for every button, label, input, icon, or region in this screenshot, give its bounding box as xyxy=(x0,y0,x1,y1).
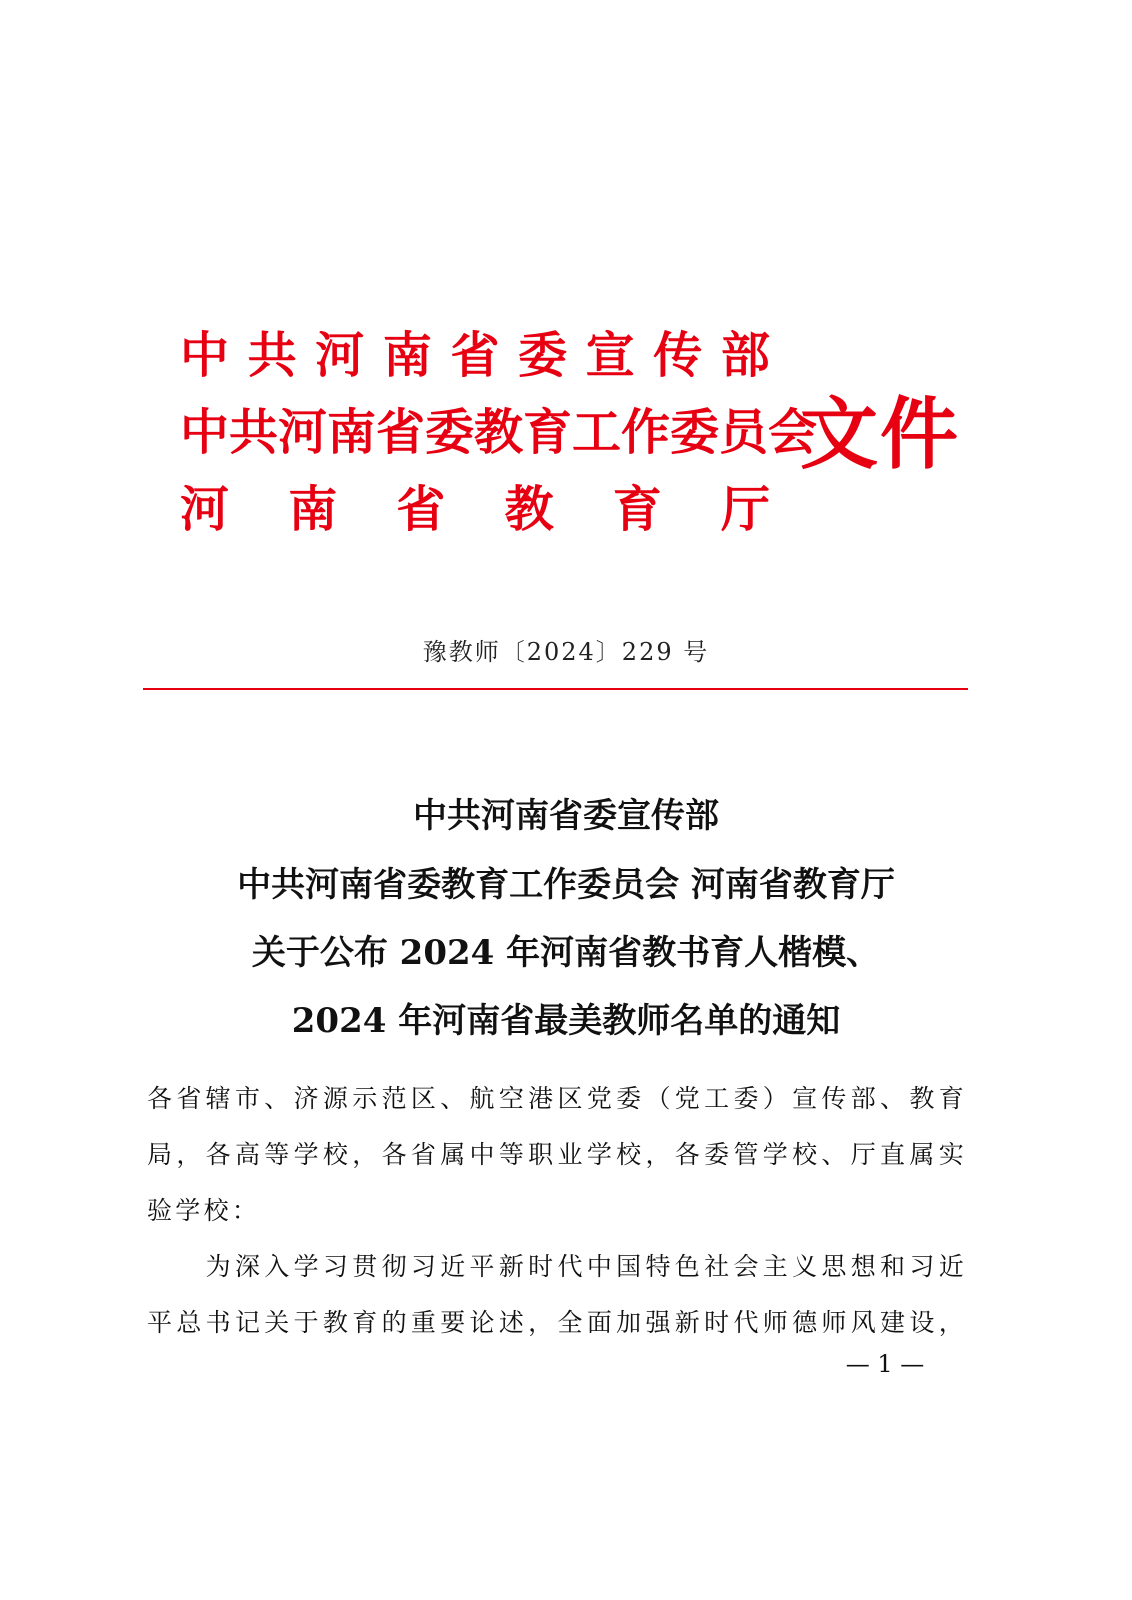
issuer-char: 河 xyxy=(180,480,230,538)
issuer-char: 省 xyxy=(450,326,500,384)
document-label-wenjian: 文件 xyxy=(800,389,961,480)
document-number: 豫教师〔2024〕229 号 xyxy=(422,638,710,666)
issuer-char: 河 xyxy=(315,326,365,384)
issuer-char: 共 xyxy=(247,326,297,384)
body-line-1: 为深入学习贯彻习近平新时代中国特色社会主义思想和习近 xyxy=(147,1252,967,1281)
body-line-2: 平总书记关于教育的重要论述，全面加强新时代师德师风建设， xyxy=(147,1308,967,1337)
issuer-publicity-department xyxy=(180,325,770,385)
issuer-char: 育 xyxy=(612,480,662,538)
issuer-char: 部 xyxy=(720,326,770,384)
issuer-char: 委 xyxy=(518,326,568,384)
recipients-line-2: 局，各高等学校，各省属中等职业学校，各委管学校、厅直属实 xyxy=(147,1140,967,1169)
title-line-1: 中共河南省委宣传部 xyxy=(413,796,719,836)
issuer-char: 南 xyxy=(382,326,432,384)
issuer-char: 宣 xyxy=(585,326,635,384)
title-line-2: 中共河南省委教育工作委员会 河南省教育厅 xyxy=(237,865,895,905)
title-line-3: 关于公布 2024 年河南省教书育人楷模、 xyxy=(251,933,881,973)
issuer-char: 省 xyxy=(396,480,446,538)
issuer-char: 厅 xyxy=(720,480,770,538)
recipients-line-1: 各省辖市、济源示范区、航空港区党委（党工委）宣传部、教育 xyxy=(147,1084,967,1113)
page-number: — 1 — xyxy=(845,1350,925,1378)
title-line-4: 2024 年河南省最美教师名单的通知 xyxy=(291,1001,841,1041)
issuer-char: 中 xyxy=(180,326,230,384)
issuer-education-work-committee xyxy=(180,402,818,462)
issuer-text: 中共河南省委教育工作委员会 xyxy=(180,403,818,461)
issuer-char: 教 xyxy=(504,480,554,538)
red-divider-line xyxy=(143,688,968,690)
recipients-line-3: 验学校： xyxy=(147,1196,261,1225)
issuer-char: 南 xyxy=(288,480,338,538)
issuer-char: 传 xyxy=(653,326,703,384)
issuer-education-department xyxy=(180,479,770,539)
